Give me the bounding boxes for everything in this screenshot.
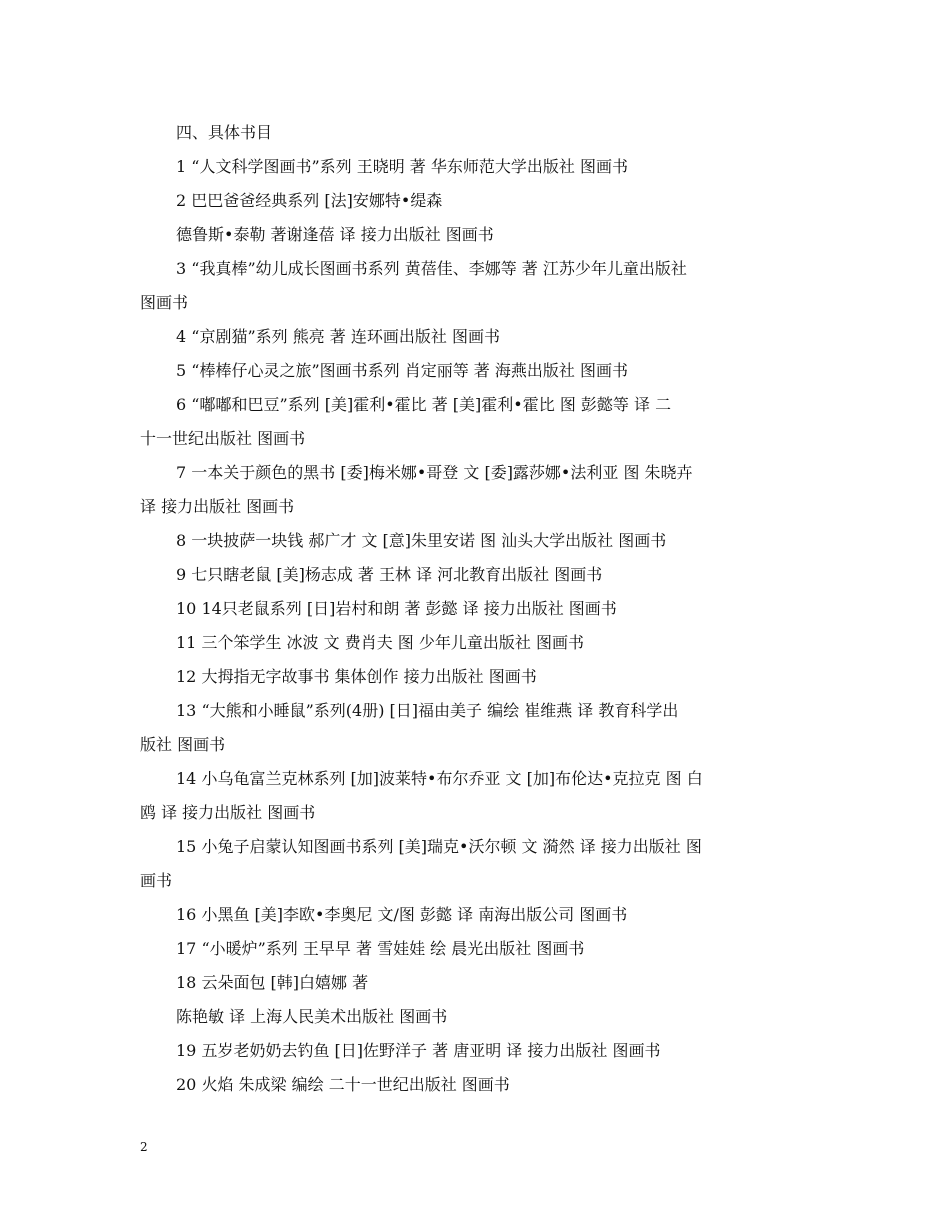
text-line: 19 五岁老奶奶去钓鱼 [日]佐野洋子 著 唐亚明 译 接力出版社 图画书: [176, 1041, 661, 1060]
text-line: 13 “大熊和小睡鼠”系列(4册) [日]福由美子 编绘 崔维燕 译 教育科学出: [176, 701, 679, 720]
text-line: 12 大拇指无字故事书 集体创作 接力出版社 图画书: [176, 667, 537, 686]
text-line: 9 七只瞎老鼠 [美]杨志成 著 王林 译 河北教育出版社 图画书: [176, 565, 603, 584]
text-line: 2 巴巴爸爸经典系列 [法]安娜特•缇森: [176, 191, 443, 210]
text-line: 20 火焰 朱成梁 编绘 二十一世纪出版社 图画书: [176, 1075, 510, 1094]
text-line: 16 小黑鱼 [美]李欧•李奥尼 文/图 彭懿 译 南海出版公司 图画书: [176, 905, 628, 924]
text-line: 四、具体书目: [176, 123, 273, 142]
text-line: 8 一块披萨一块钱 郝广才 文 [意]朱里安诺 图 汕头大学出版社 图画书: [176, 531, 667, 550]
text-line: 4 “京剧猫”系列 熊亮 著 连环画出版社 图画书: [176, 327, 500, 346]
text-line: 鸥 译 接力出版社 图画书: [140, 803, 316, 822]
text-line: 版社 图画书: [140, 735, 226, 754]
text-line: 15 小兔子启蒙认知图画书系列 [美]瑞克•沃尔顿 文 漪然 译 接力出版社 图: [176, 837, 702, 856]
page-number: 2: [140, 1140, 148, 1154]
text-line: 德鲁斯•泰勒 著谢逢蓓 译 接力出版社 图画书: [176, 225, 494, 244]
text-line: 1 “人文科学图画书”系列 王晓明 著 华东师范大学出版社 图画书: [176, 157, 628, 176]
text-line: 18 云朵面包 [韩]白嬉娜 著: [176, 973, 369, 992]
text-line: 10 14只老鼠系列 [日]岩村和朗 著 彭懿 译 接力出版社 图画书: [176, 599, 617, 618]
text-line: 十一世纪出版社 图画书: [140, 429, 306, 448]
text-line: 17 “小暖炉”系列 王早早 著 雪娃娃 绘 晨光出版社 图画书: [176, 939, 585, 958]
text-line: 译 接力出版社 图画书: [140, 497, 295, 516]
text-line: 陈艳敏 译 上海人民美术出版社 图画书: [176, 1007, 448, 1026]
text-line: 14 小乌龟富兰克林系列 [加]波莱特•布尔乔亚 文 [加]布伦达•克拉克 图 白: [176, 769, 703, 788]
text-line: 画书: [140, 871, 173, 890]
text-line: 11 三个笨学生 冰波 文 费肖夫 图 少年儿童出版社 图画书: [176, 633, 584, 652]
text-line: 5 “棒棒仔心灵之旅”图画书系列 肖定丽等 著 海燕出版社 图画书: [176, 361, 628, 380]
text-line: 7 一本关于颜色的黑书 [委]梅米娜•哥登 文 [委]露莎娜•法利亚 图 朱晓卉: [176, 463, 693, 482]
book-list: [140, 116, 812, 1102]
text-line: 6 “嘟嘟和巴豆”系列 [美]霍利•霍比 著 [美]霍利•霍比 图 彭懿等 译 二: [176, 395, 672, 414]
text-line: 图画书: [140, 293, 189, 312]
text-line: 3 “我真棒”幼儿成长图画书系列 黄蓓佳、李娜等 著 江苏少年儿童出版社: [176, 259, 687, 278]
